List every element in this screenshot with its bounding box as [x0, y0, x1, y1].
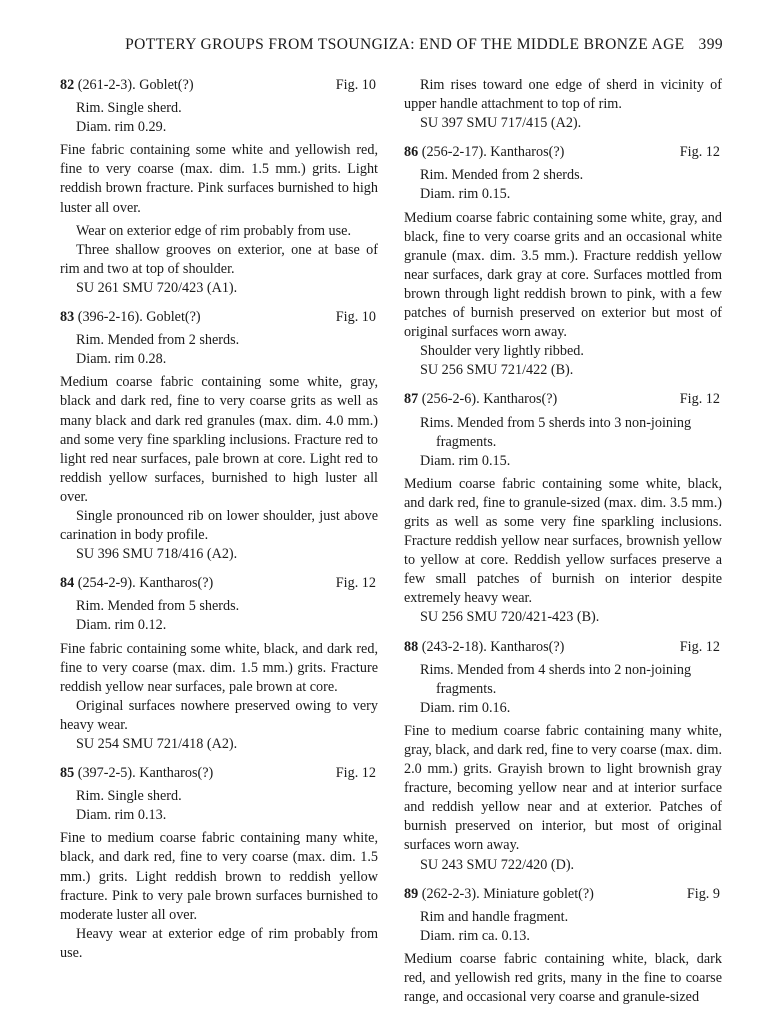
entry-number: 84: [60, 575, 75, 592]
entry-note: Single pronounced rib on lower shoulder, just above carination in body profile.: [60, 507, 378, 544]
description-line: Diam. rim 0.15.: [420, 452, 511, 469]
entry-heading: [60, 76, 378, 95]
entry-identifier: (256-2-17). Kantharos(?): [421, 144, 565, 161]
entry-description: [404, 166, 722, 204]
description-line: Diam. rim ca. 0.13.: [420, 927, 530, 944]
entry-description: [60, 99, 378, 137]
entry-context: SU 397 SMU 717/415 (A2).: [420, 115, 582, 132]
entry-number: 87: [404, 391, 419, 408]
entry-body: Medium coarse fabric containing some white, gray, black and dark red, fine to very coarse grits as well as many black and dark red granules (max. dim. 4.0 mm.) and some very fine sparkling inclusions. Fracture red to light red near surfaces, pale brown at core. Light red to reddish yellow surfaces, burnished to high luster all over.: [60, 374, 378, 505]
catalog-entry-89: [404, 885, 722, 1008]
description-line: Diam. rim 0.13.: [76, 807, 167, 824]
entry-number: 88: [404, 638, 419, 655]
entry-note: Wear on exterior edge of rim probably from use.: [76, 222, 352, 239]
catalog-entry-84: [60, 574, 378, 754]
running-header: [60, 36, 723, 54]
description-line: Diam. rim 0.15.: [420, 186, 511, 203]
figure-reference: Fig. 12: [335, 575, 376, 592]
entry-number: 86: [404, 144, 419, 161]
entry-identifier: (243-2-18). Kantharos(?): [421, 638, 565, 655]
entry-note: Rim rises toward one edge of sherd in vicinity of upper handle attachment to top of rim.: [404, 77, 722, 113]
entry-context: SU 254 SMU 721/418 (A2).: [76, 736, 238, 752]
entry-heading: [404, 885, 722, 904]
description-line: Rim. Mended from 2 sherds.: [420, 167, 584, 184]
entry-context: SU 396 SMU 718/416 (A2).: [76, 546, 238, 563]
entry-heading: [404, 143, 722, 162]
entry-identifier: (397-2-5). Kantharos(?): [77, 765, 214, 782]
page-number: 399: [698, 36, 723, 53]
entry-body: Fine to medium coarse fabric containing many white, gray, black, and dark red, fine to very coarse (max. dim. 2.0 mm.) grits. Grayish brown to light brownish gray fracture, becoming yellow near and at interior surface and reddish yellow near and at exterior. Patches of burnish preserved on interior, but most of original surfaces worn away.: [404, 722, 722, 854]
entry-description: [60, 331, 378, 369]
entry-number: 83: [60, 309, 75, 326]
description-line: Rim. Mended from 2 sherds.: [76, 332, 240, 349]
entry-heading: [60, 764, 378, 783]
entry-identifier: (256-2-6). Kantharos(?): [421, 391, 558, 408]
description-line: Diam. rim 0.28.: [76, 351, 167, 368]
entry-body: Fine to medium coarse fabric containing many white, black, and dark red, fine to very coarse (max. dim. 1.5 mm.) grits. Light reddish brown to reddish yellow fracture. Pink to very pale brown surfaces burnished to moderate luster all over.: [60, 830, 378, 923]
running-title: POTTERY GROUPS FROM TSOUNGIZA: END OF THE MIDDLE BRONZE AGE: [125, 36, 685, 53]
entry-description: [60, 597, 378, 635]
right-column: [404, 76, 722, 1017]
entry-note: Original surfaces nowhere preserved owing to very heavy wear.: [60, 697, 378, 733]
entry-body: Medium coarse fabric containing white, black, dark red, and yellowish red grits, many in the fine to coarse range, and occasional very coarse and granule-sized: [404, 950, 722, 1006]
entry-note: Shoulder very lightly ribbed.: [420, 343, 584, 360]
catalog-entry-88: [404, 638, 722, 875]
entry-description: [404, 908, 722, 946]
entry-note: Three shallow grooves on exterior, one at base of rim and two at top of shoulder.: [60, 241, 378, 277]
entry-identifier: (262-2-3). Miniature goblet(?): [421, 885, 594, 902]
entry-heading: [60, 574, 378, 593]
description-line: Rim. Mended from 5 sherds.: [76, 598, 240, 615]
entry-context: SU 256 SMU 721/422 (B).: [420, 362, 574, 379]
description-line: Rim and handle fragment.: [420, 908, 569, 925]
entry-description: [404, 661, 722, 718]
catalog-entry-85: [60, 764, 378, 963]
left-column: [60, 76, 378, 973]
entry-body: Medium coarse fabric containing some white, black, and dark red, fine to granule-sized (max. dim. 3.5 mm.) grits as well as some very fine sparkling inclusions. Fracture reddish yellow near surfaces, brownish yellow to yellow at core. Reddish yellow surfaces preserve a few small patches of burnish on interior despite extremely heavy wear.: [404, 475, 722, 607]
entry-note: Heavy wear at exterior edge of rim probably from use.: [60, 925, 378, 961]
catalog-entry-83: [60, 308, 378, 564]
entry-heading: [404, 390, 722, 409]
catalog-entry-87: [404, 390, 722, 627]
entry-number: 82: [60, 77, 75, 93]
entry-identifier: (254-2-9). Kantharos(?): [77, 575, 214, 592]
figure-reference: Fig. 12: [679, 391, 720, 408]
figure-reference: Fig. 9: [686, 885, 720, 902]
entry-context: SU 261 SMU 720/423 (A1).: [76, 279, 238, 296]
description-line: Rim. Single sherd.: [76, 100, 182, 117]
catalog-entry-82: [60, 76, 378, 298]
description-line: Diam. rim 0.29.: [76, 119, 167, 136]
continued-entry-85: [404, 76, 722, 133]
figure-reference: Fig. 12: [335, 765, 376, 782]
entry-heading: [404, 638, 722, 657]
figure-reference: Fig. 12: [679, 144, 720, 161]
entry-identifier: (261-2-3). Goblet(?): [77, 77, 194, 93]
entry-number: 85: [60, 765, 75, 782]
entry-description: [60, 787, 378, 825]
entry-context: SU 243 SMU 722/420 (D).: [420, 856, 575, 873]
entry-body: Fine fabric containing some white, black, and dark red, fine to very coarse (max. dim. 1.5 mm.) grits. Fracture reddish yellow near surfaces, pale brown at core.: [60, 640, 378, 695]
figure-reference: Fig. 10: [335, 309, 376, 326]
catalog-entry-86: [404, 143, 722, 380]
entry-number: 89: [404, 885, 419, 902]
description-line: Diam. rim 0.12.: [76, 617, 167, 634]
entry-heading: [60, 308, 378, 327]
entry-context: SU 256 SMU 720/421-423 (B).: [420, 609, 600, 626]
entry-identifier: (396-2-16). Goblet(?): [77, 309, 201, 326]
figure-reference: Fig. 12: [679, 638, 720, 655]
description-line: Diam. rim 0.16.: [420, 699, 511, 716]
entry-body: Fine fabric containing some white and yellowish red, fine to very coarse (max. dim. 1.5 mm.) grits. Light reddish brown fracture. Pink surfaces burnished to high luster all over.: [60, 142, 378, 216]
entry-body: Medium coarse fabric containing some white, gray, and black, fine to very coarse grits and an occasional white granule (max. dim. 3.5 mm.). Fracture reddish yellow near surfaces, dark gray at core. Surfaces mottled from brown through light reddish brown to pink, with a few patches of burnish preserved on exterior but most of original surfaces worn away.: [404, 209, 722, 341]
description-line: Rim. Single sherd.: [76, 788, 182, 805]
figure-reference: Fig. 10: [335, 77, 376, 93]
description-line: Rims. Mended from 5 sherds into 3 non-joining fragments.: [420, 414, 692, 450]
entry-description: [404, 414, 722, 471]
description-line: Rims. Mended from 4 sherds into 2 non-joining fragments.: [420, 661, 692, 697]
